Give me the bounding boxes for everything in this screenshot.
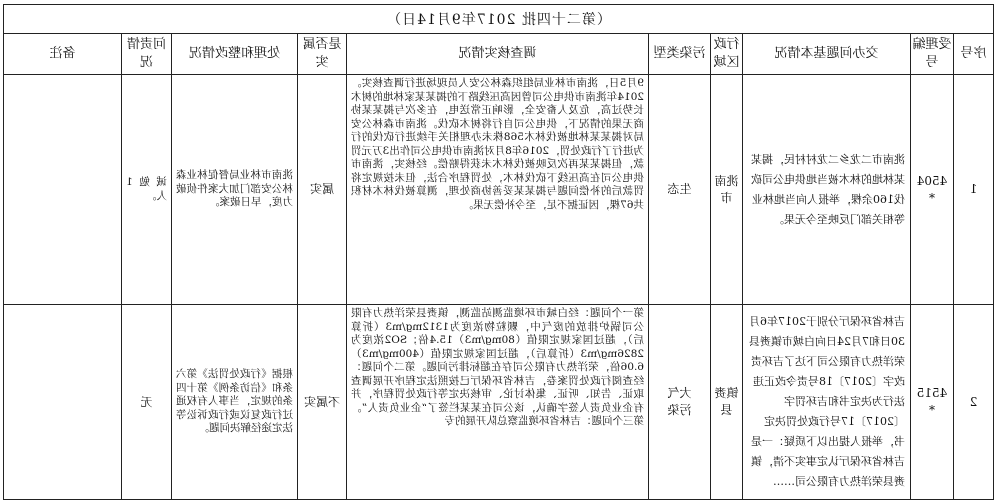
cell-issue: 吉林省环保厅分别于2017年6月30日和7月24日向白城市镇赉县荣洋热力有限公司下达了吉环责改字〔2017〕18号责令改正违法行为决定书和吉环罚字〔2017〕17号行政处罚决定书，举报人提出以下质疑：一是吉林省环保厅认定事实不清，镇赉县荣洋热力有限公司……: [743, 305, 911, 500]
cell-seq: 1: [954, 75, 994, 305]
cell-is-true: 不属实: [298, 305, 347, 500]
header-investigation: 调查核实情况: [347, 34, 649, 75]
header-remarks: 备注: [3, 34, 121, 75]
cell-issue: 洮南市二龙乡二龙村村民，揭某某林地的林木被当地供电公司砍伐160余棵，举报人向当地林业等相关部门反映至今无果。: [743, 75, 911, 305]
cell-remarks: [3, 75, 121, 305]
header-handling: 处理和整改情况: [172, 34, 298, 75]
cell-accountability: 无: [122, 305, 172, 500]
header-district: 行政区域: [711, 34, 743, 75]
cell-handling: 洮南市林业局督促林业森林公安部门加大案件侦破力度，早日破案。: [172, 75, 298, 305]
cell-receipt-no: 4504 *: [911, 75, 954, 305]
batch-title: （第二十四批 2017年9月14日）: [3, 5, 993, 34]
cell-district: 镇赉县: [711, 305, 743, 500]
cell-receipt-no: 4515 *: [911, 305, 954, 500]
supervision-table: [3, 4, 994, 500]
cell-investigation: 第一个问题：经白城市环境监测站监测，镇赉县荣洋热力有限公司锅炉排放的废气中，颗粒物浓度为1312mg/m3（折算后），超过国家规定限值（80mg/m3）15.4倍；SO2浓度为2826mg/m3（折算后），超过国家规定限值（400mg/m3）6.06倍，荣洋热力有限公司存在超标排污问题。第二个问题：经查阅行政处罚案卷，吉林省环保厅已按照法定程序开展调查取证、告知、听证、集体讨论、审核决定等行政处罚程序，并有企业负责人签字确认，该公司在某某栏签了“企业负责人”。第三个问题：吉林省环境监察总队开展的专: [347, 305, 649, 500]
header-pollution-type: 污染类型: [649, 34, 711, 75]
header-seq: 序号: [954, 34, 994, 75]
table-row: [3, 305, 993, 500]
cell-is-true: 属实: [298, 75, 347, 305]
header-is-true: 是否属实: [298, 34, 347, 75]
header-accountability: 问责情况: [122, 34, 172, 75]
cell-accountability: 诫勉1人。: [122, 75, 172, 305]
cell-pollution-type: 生态: [649, 75, 711, 305]
cell-remarks: [3, 305, 121, 500]
cell-pollution-type: 大气 污染: [649, 305, 711, 500]
cell-investigation: 9月5日，洮南市林业局组织森林公安人员现场进行调查核实。2014年洮南市供电公司曾因高压线路下的揭某某家林地的树木长势过高，危及人畜安全，影响正常送电，在多次与揭某某协商无果的情况下，供电公司自行将树木砍伐。洮南市森林公安局对揭某某林地被伐林木568株未办理相关手续进行砍伐的行为进行了行政处罚，2016年8月对洮南市供电公司作出3万元罚款，但揭某某再次反映被伐林木未获得赔偿。经核实，洮南市供电公司在高压线下砍伐林木，处罚程序合法，但未按规定将罚款后的补偿问题与揭某某妥善协商处理，测算被伐林木材积共67棵，因证据不足，至今补偿无果。: [347, 75, 649, 305]
cell-seq: 2: [954, 305, 994, 500]
cell-handling: 根据《行政处罚法》第六条和《信访条例》第十四条的规定，当事人有权通过行政复议或行政诉讼等法定途径解决问题。: [172, 305, 298, 500]
header-receipt-no: 受理编号: [911, 34, 954, 75]
header-issue: 交办问题基本情况: [743, 34, 911, 75]
table-row: [3, 75, 993, 305]
cell-district: 洮南市: [711, 75, 743, 305]
